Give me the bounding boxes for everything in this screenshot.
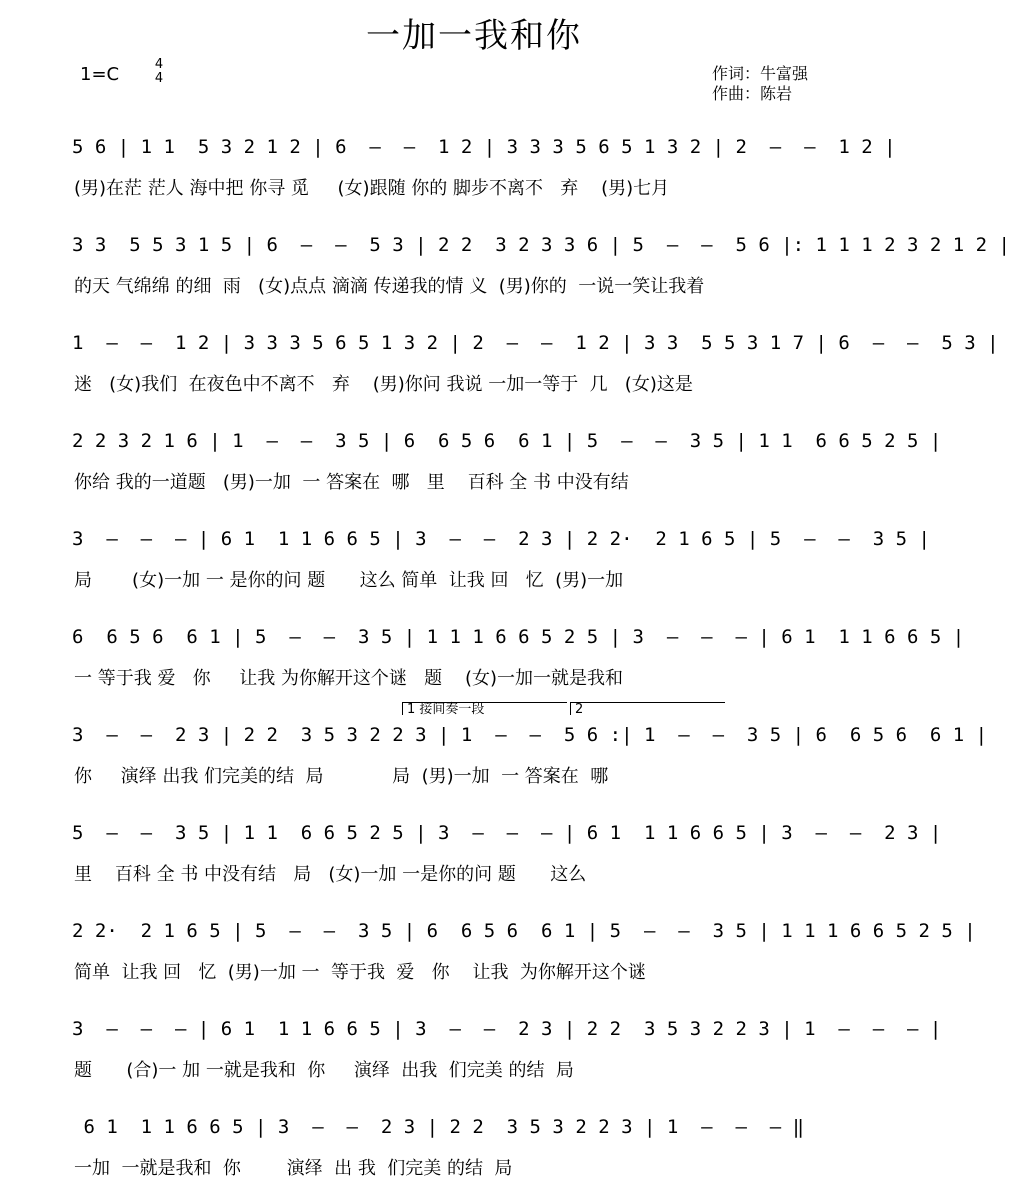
- notation-line: 2 2· 2 1 6 5 | 5 — — 3 5 | 6 6 5 6 6 1 | 5 — — 3 5 | 1 1 1 6 6 5 2 5 |: [72, 920, 976, 942]
- notation-line: 3 — — 2 3 | 2 2 3 5 3 2 2 3 | 1 — — 5 6 :| 1 — — 3 5 | 6 6 5 6 6 1 |: [72, 724, 988, 746]
- time-signature-bottom: 4: [154, 71, 164, 86]
- lyric-line: 一加 一就是我和 你 演绎 出 我 们完美 的结 局: [74, 1158, 513, 1179]
- notation-line: 6 6 5 6 6 1 | 5 — — 3 5 | 1 1 1 6 6 5 2 5 | 3 — — — | 6 1 1 1 6 6 5 |: [72, 626, 965, 648]
- volta-ending-2: 2: [570, 702, 725, 715]
- score-system-5: [72, 512, 930, 610]
- lyric-line: 迷 (女)我们 在夜色中不离不 弃 (男)你问 我说 一加一等于 几 (女)这是: [74, 374, 693, 395]
- lyric-line: 里 百科 全 书 中没有结 局 (女)一加 一是你的问 题 这么: [74, 864, 587, 885]
- volta-ending-1: 1 接间奏一段: [402, 702, 567, 715]
- notation-line: 5 6 | 1 1 5 3 2 1 2 | 6 — — 1 2 | 3 3 3 5 6 5 1 3 2 | 2 — — 1 2 |: [72, 136, 896, 158]
- lyric-line: 你给 我的一道题 (男)一加 一 答案在 哪 里 百科 全 书 中没有结: [74, 472, 629, 493]
- notation-line: 6 1 1 1 6 6 5 | 3 — — 2 3 | 2 2 3 5 3 2 2 3 | 1 — — — ‖: [72, 1116, 805, 1138]
- lyric-line: 的天 气绵绵 的细 雨 (女)点点 滴滴 传递我的情 义 (男)你的 一说一笑让我着: [74, 276, 705, 297]
- song-title: 一加一我和你: [366, 16, 582, 56]
- credits: [712, 64, 808, 104]
- score-system-2: [72, 218, 1010, 316]
- lyric-line: 你 演绎 出我 们完美的结 局 局 (男)一加 一 答案在 哪: [74, 766, 609, 787]
- notation-line: 1 — — 1 2 | 3 3 3 5 6 5 1 3 2 | 2 — — 1 2 | 3 3 5 5 3 1 7 | 6 — — 5 3 |: [72, 332, 999, 354]
- score-system-3: [72, 316, 999, 414]
- score-system-7: [72, 702, 988, 806]
- notation-line: 3 — — — | 6 1 1 1 6 6 5 | 3 — — 2 3 | 2 2· 2 1 6 5 | 5 — — 3 5 |: [72, 528, 930, 550]
- score: [72, 120, 1010, 1198]
- notation-line: 3 3 5 5 3 1 5 | 6 — — 5 3 | 2 2 3 2 3 3 6 | 5 — — 5 6 |: 1 1 1 2 3 2 1 2 |: [72, 234, 1010, 256]
- score-system-6: [72, 610, 965, 708]
- lyric-line: 简单 让我 回 忆 (男)一加 一 等于我 爱 你 让我 为你解开这个谜: [74, 962, 646, 983]
- composer: 作曲：陈岩: [712, 84, 793, 103]
- notation-line: 3 — — — | 6 1 1 1 6 6 5 | 3 — — 2 3 | 2 2 3 5 3 2 2 3 | 1 — — — |: [72, 1018, 942, 1040]
- lyric-line: (男)在茫 茫人 海中把 你寻 觅 (女)跟随 你的 脚步不离不 弃 (男)七月: [74, 178, 670, 199]
- score-system-1: [72, 120, 898, 218]
- score-system-4: [72, 414, 942, 512]
- lyric-line: 题 (合)一 加 一就是我和 你 演绎 出我 们完美 的结 局: [74, 1060, 574, 1081]
- lyric-line: 局 (女)一加 一 是你的问 题 这么 简单 让我 回 忆 (男)一加: [74, 570, 624, 591]
- lyric-line: 一 等于我 爱 你 让我 为你解开这个谜 题 (女)一加一就是我和: [74, 668, 624, 689]
- score-system-11: [72, 1100, 898, 1198]
- time-signature: [152, 58, 166, 86]
- score-system-10: [72, 1002, 942, 1100]
- lyricist: 作词：牛富强: [712, 64, 809, 83]
- score-system-8: [72, 806, 942, 904]
- notation-line: 5 — — 3 5 | 1 1 6 6 5 2 5 | 3 — — — | 6 1 1 1 6 6 5 | 3 — — 2 3 |: [72, 822, 942, 844]
- time-signature-top: 4: [154, 57, 164, 72]
- notation-line: 2 2 3 2 1 6 | 1 — — 3 5 | 6 6 5 6 6 1 | 5 — — 3 5 | 1 1 6 6 5 2 5 |: [72, 430, 942, 452]
- key-signature: 1=C: [80, 64, 120, 85]
- score-system-9: [72, 904, 976, 1002]
